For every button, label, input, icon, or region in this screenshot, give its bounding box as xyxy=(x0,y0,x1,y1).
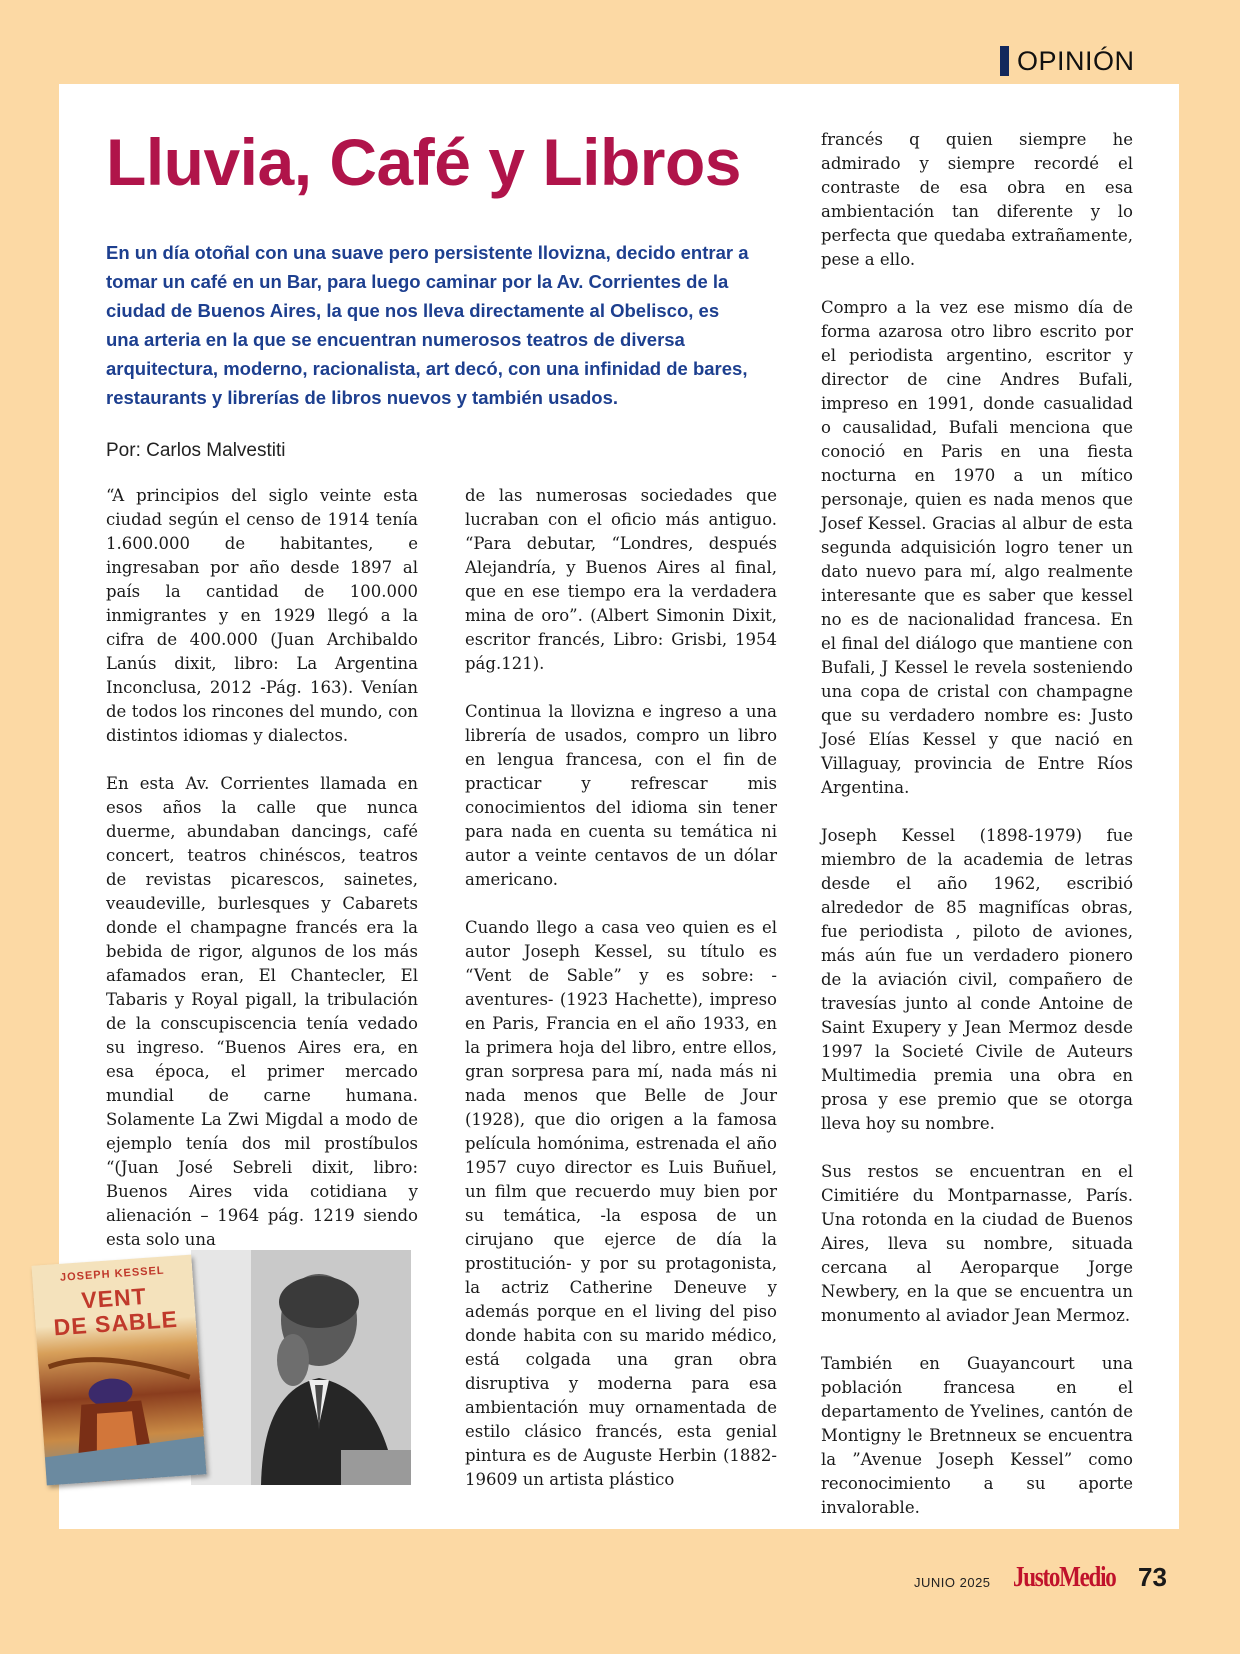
paragraph: También en Guayancourt una población francesa en el departamento de Yvelines, cantón de Montigny le Bretnneux se encuentra la ”Avenue Joseph Kessel” como reconocimiento a su aporte invalorable. xyxy=(821,1354,1133,1517)
book-cover-illustration xyxy=(38,1346,207,1485)
brand-logo: JustoMedio xyxy=(1013,1562,1116,1593)
section-label: OPINIÓN xyxy=(1017,45,1135,76)
column-3 xyxy=(821,128,1133,1520)
author-photo xyxy=(191,1250,411,1485)
article-figure xyxy=(39,1240,419,1485)
paragraph: En esta Av. Corrientes llamada en esos años la calle que nunca duerme, abundaban dancings, café concert, teatros chinéscos, teatros de revistas picarescos, sainetes, veaudeville, burlesques y Cabarets donde el champagne francés era la bebida de rigor, algunos de los más afamados eran, El Chantecler, El Tabaris y Royal pigall, la tribulación de la conscupiscencia tenía vedado su ingreso. “Buenos Aires era, en esa época, el primer mercado mundial de carne humana. Solamente La Zwi Migdal a modo de ejemplo tenía dos mil prostíbulos “(Juan José Sebreli dixit, libro: Buenos Aires vida cotidiana y alienación – 1964 pág. 1219 siendo esta solo una xyxy=(106,774,418,1249)
paragraph: “A principios del siglo veinte esta ciudad según el censo de 1914 tenía 1.600.000 de habitantes, e ingresaban por año desde 1897 al país la cantidad de 100.000 inmigrantes y en 1929 llegó a la cifra de 400.000 (Juan Archibaldo Lanús dixit, libro: La Argentina Inconclusa, 2012 -Pág. 163). Venían de todos los rincones del mundo, con distintos idiomas y dialectos. xyxy=(106,486,418,745)
paragraph: Compro a la vez ese mismo día de forma azarosa otro libro escrito por el periodista argentino, escritor y director de cine Andres Bufali, impreso en 1991, donde casualidad o causalidad, Bufali menciona que conoció en Paris en una fiesta nocturna en 1970 a un mítico personaje, quien es nada menos que Josef Kessel. Gracias al albur de esta segunda adquisición logro tener un dato nuevo para mí, algo realmente interesante que es saber que kessel no es de nacionalidad francesa. En el final del diálogo que mantiene con Bufali, J Kessel le revela sosteniendo una copa de cristal con champagne que su verdadero nombre es: Justo José Elías Kessel y que nació en Villaguay, provincia de Entre Ríos Argentina. xyxy=(821,298,1133,797)
article-lead: En un día otoñal con una suave pero persistente llovizna, decido entrar a tomar un café en un Bar, para luego caminar por la Av. Corrientes de la ciudad de Buenos Aires, la que nos lleva directamente al Obelisco, es una arteria en la que se encuentran numerosos teatros de diversa arquitectura, moderno, racionalista, art decó, con una infinidad de bares, restaurants y librerías de libros nuevos y también usados. xyxy=(106,242,749,408)
book-cover-author: JOSEPH KESSEL xyxy=(59,1264,165,1284)
section-tag xyxy=(1000,46,1135,76)
paragraph: Sus restos se encuentran en el Cimitiére du Montparnasse, París. Una rotonda en la ciudad de Buenos Aires, lleva su nombre, situada cercana al Aeroparque Jorge Newbery, en la que se encuentra un monumento al aviador Jean Mermoz. xyxy=(821,1162,1133,1325)
column-2 xyxy=(465,484,777,1492)
book-cover xyxy=(32,1255,207,1486)
paragraph: Cuando llego a casa veo quien es el autor Joseph Kessel, su título es “Vent de Sable” y es sobre: -aventures- (1923 Hachette), impreso en Paris, Francia en el año 1933, en la primera hoja del libro, entre ellos, gran sorpresa para mí, nada más ni nada menos que Belle de Jour (1928), que dio origen a la famosa película homónima, estrenada el año 1957 cuyo director es Luis Buñuel, un film que recuerdo muy bien por su temática, -la esposa de un cirujano que ejerce de día la prostitución- y por su protagonista, la actriz Catherine Deneuve y además porque en el living del piso donde habita con su marido médico, está colgada una gran obra disruptiva y moderna para esa ambientación muy ornamentada de estilo clásico francés, esta genial pintura es de Auguste Herbin (1882-19609 un artista plástico xyxy=(465,918,777,1489)
issue-date: JUNIO 2025 xyxy=(914,1575,991,1590)
paragraph: Continua la llovizna e ingreso a una librería de usados, compro un libro en lengua francesa, con el fin de practicar y refrescar mis conocimientos del idioma sin tener para nada en cuenta su temática ni autor a veinte centavos de un dólar americano. xyxy=(465,702,777,889)
paragraph: francés q quien siempre he admirado y siempre recordé el contraste de esa obra en esa ambientación tan diferente y lo perfecta que quedaba extrañamente, pese a ello. xyxy=(821,130,1133,269)
paragraph: de las numerosas sociedades que lucraban con el oficio más antiguo. “Para debutar, “Londres, después Alejandría, y Buenos Aires al final, que en ese tiempo era la verdadera mina de oro”. (Albert Simonin Dixit, escritor francés, Libro: Grisbi, 1954 pág.121). xyxy=(465,486,777,673)
column-1 xyxy=(106,484,418,1252)
article-title: Lluvia, Café y Libros xyxy=(106,125,741,199)
book-cover-title: VENT DE SABLE xyxy=(52,1282,179,1341)
paragraph: Joseph Kessel (1898-1979) fue miembro de la academia de letras desde el año 1962, escribió alrededor de 85 magnifícas obras, fue periodista , piloto de aviones, más aún fue un verdadero pionero de la aviación civil, compañero de travesías junto al conde Antoine de Saint Exupery y Jean Mermoz desde 1997 la Societé Civile de Auteurs Multimedia premia una obra en prosa y ese premio que se otorga lleva hoy su nombre. xyxy=(821,826,1133,1133)
section-bar xyxy=(1000,46,1009,76)
article-byline: Por: Carlos Malvestiti xyxy=(106,440,286,461)
author-portrait-image xyxy=(191,1250,411,1485)
page-number: 73 xyxy=(1138,1562,1167,1592)
article-panel xyxy=(52,84,1179,1529)
